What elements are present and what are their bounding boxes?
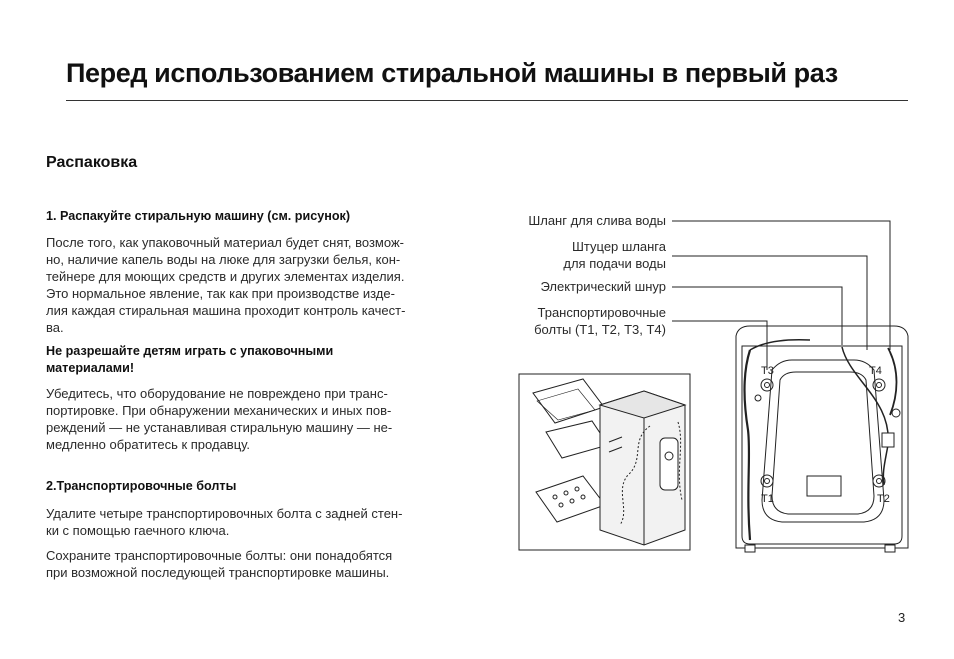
step2-paragraph-1 <box>46 505 456 539</box>
step1-paragraph-2 <box>46 385 456 453</box>
text-line: Убедитесь, что оборудование не повреждено при транс- <box>46 386 388 401</box>
leader-drain-hose <box>672 221 890 350</box>
text-line: но, наличие капель воды на люке для загрузки белья, кон- <box>46 252 401 267</box>
text-line: Сохраните транспортировочные болты: они понадобятся <box>46 548 393 563</box>
text-line: После того, как упаковочный материал будет снят, возмож- <box>46 235 404 250</box>
text-line: ва. <box>46 320 64 335</box>
text-line: болты (Т1, Т2, Т3, Т4) <box>534 322 666 337</box>
text-line: Штуцер шланга <box>572 239 666 254</box>
step1-paragraph-1 <box>46 234 456 336</box>
unpacking-illustration <box>519 374 690 550</box>
text-line: материалами! <box>46 361 135 375</box>
leader-inlet-fitting <box>672 256 867 350</box>
transport-bolt-t1 <box>761 475 773 487</box>
text-line: Транспортировочные <box>537 305 666 320</box>
text-line: Это нормальное явление, так как при производстве изде- <box>46 286 395 301</box>
leader-power-cord <box>672 287 842 345</box>
text-line: Удалите четыре транспортировочных болта с задней стен- <box>46 506 403 521</box>
step2-heading: 2.Транспортировочные болты <box>46 479 237 493</box>
step1-block <box>46 208 456 453</box>
drain-hose <box>745 350 751 540</box>
text-line: медленно обратитесь к продавцу. <box>46 437 250 452</box>
page-number: 3 <box>898 610 906 625</box>
bolt-tag-t2: T2 <box>877 493 890 505</box>
label-drain-hose: Шланг для слива воды <box>528 213 666 228</box>
inlet-hose <box>888 348 897 415</box>
diagram-drawing <box>480 200 920 570</box>
step1-heading: 1. Распакуйте стиральную машину (см. рисунок) <box>46 209 351 223</box>
label-power-cord: Электрический шнур <box>540 279 666 294</box>
section-heading-unpacking: Распаковка <box>46 154 138 171</box>
text-line: Не разрешайте детям играть с упаковочными <box>46 344 334 358</box>
bolt-tag-t4: T4 <box>869 365 882 377</box>
bolt-tag-t3: T3 <box>761 365 774 377</box>
text-line: портировке. При обнаружении механических и иных пов- <box>46 403 392 418</box>
text-line: для подачи воды <box>563 256 666 271</box>
washing-machine-diagram <box>480 200 920 570</box>
text-line: лия каждая стиральная машина проходит контроль качест- <box>46 303 406 318</box>
bolt-tag-t1: T1 <box>761 493 774 505</box>
text-line: ки с помощью гаечного ключа. <box>46 523 230 538</box>
page-title: Перед использованием стиральной машины в первый раз <box>66 58 838 88</box>
step2-paragraph-2 <box>46 547 456 581</box>
child-safety-warning <box>46 343 456 377</box>
text-line: при возможной последующей транспортировке машины. <box>46 565 390 580</box>
machine-rear-view <box>736 326 908 552</box>
text-line: реждений — не устанавливая стиральную машину — не- <box>46 420 393 435</box>
step2-block <box>46 478 456 581</box>
text-line: тейнере для моющих средств и других элементах изделия. <box>46 269 405 284</box>
title-divider <box>66 100 908 101</box>
